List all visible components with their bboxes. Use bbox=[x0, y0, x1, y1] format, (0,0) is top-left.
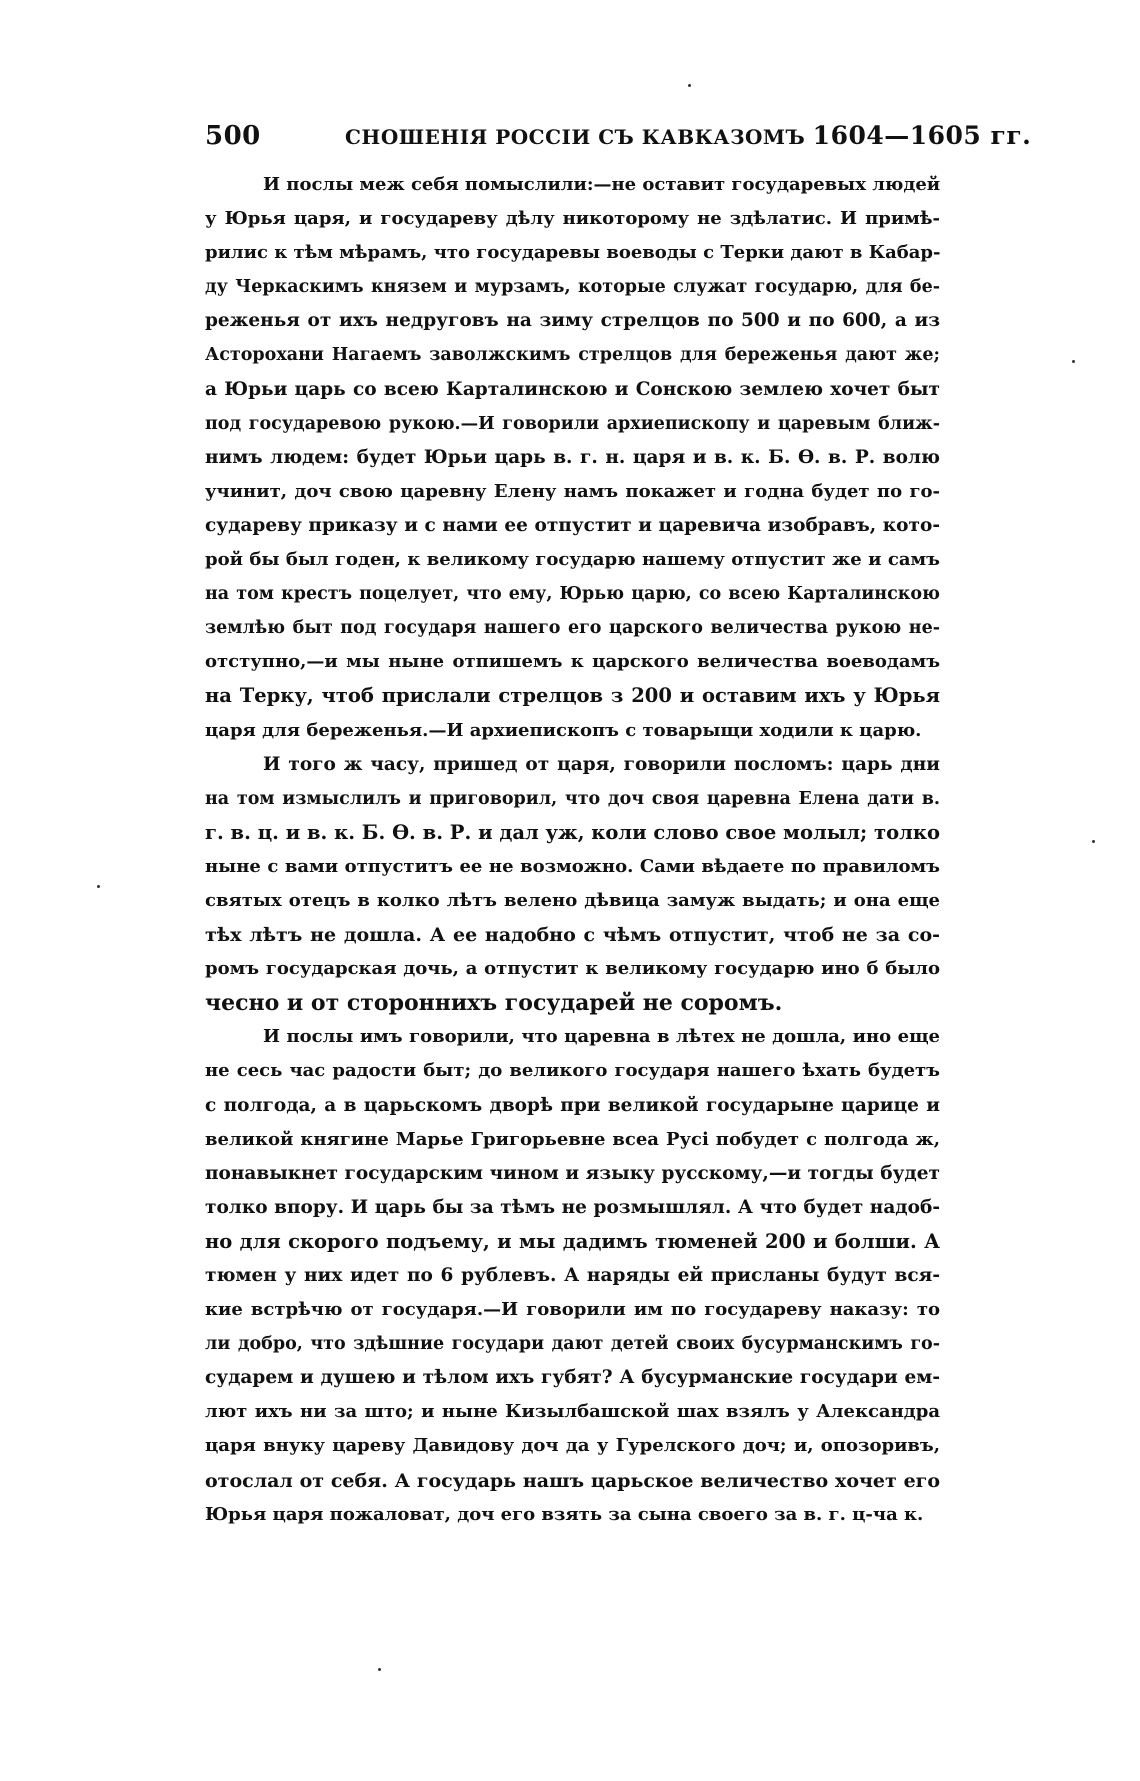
text-line: отступно,—и мы ныне отпишемъ к царского величества воеводамъ bbox=[205, 651, 940, 673]
body-text bbox=[205, 168, 940, 1532]
text-line: землѣю быт под государя нашего его царского величества рукою не- bbox=[205, 618, 940, 639]
text-line: у Юрья царя, и государеву дѣлу никоторому не здѣлатис. И примѣ- bbox=[205, 208, 940, 230]
text-line: а Юрьи царь со всею Карталинскою и Сонскою землею хочет быт bbox=[205, 378, 940, 400]
paragraph bbox=[205, 1020, 940, 1531]
text-line: г. в. ц. и в. к. Б. Ѳ. в. Р. и дал уж, коли слово свое молыл; толко bbox=[205, 820, 940, 844]
text-line: чесно и от стороннихъ государей не соромъ. bbox=[205, 990, 783, 1017]
text-line: понавыкнет государским чином и языку русскому,—и тогды будет bbox=[205, 1162, 940, 1184]
text-line: великой княгине Марье Григорьевне всеа Русі побудет с полгода ж, bbox=[205, 1128, 940, 1150]
running-head-dates: 1604—1605 гг. bbox=[812, 121, 1032, 150]
text-line: И послы имъ говорили, что царевна в лѣтех не дошла, ино еще bbox=[263, 1026, 940, 1048]
text-line: И послы меж себя помыслили:—не оставит государевых людей bbox=[263, 174, 940, 195]
paragraph bbox=[205, 168, 940, 748]
text-line: ду Черкаскимъ князем и мурзамъ, которые служат государю, для бе- bbox=[205, 277, 940, 298]
page-number: 500 bbox=[205, 121, 261, 151]
text-line: святых отецъ в колко лѣтъ велено дѣвица замуж выдать; и она еще bbox=[205, 889, 940, 911]
running-head-title bbox=[345, 118, 1031, 155]
text-line: учинит, доч свою царевну Елену намъ покажет и годна будет по го- bbox=[205, 480, 940, 502]
text-line: тюмен у них идет по 6 рублевъ. А наряды ей присланы будут вся- bbox=[205, 1265, 940, 1286]
text-line: отослал от себя. А государь нашъ царьское величество хочет его bbox=[205, 1469, 940, 1492]
text-line: с полгода, а в царьскомъ дворѣ при великой государыне царице и bbox=[205, 1094, 940, 1116]
running-head-title-text: СНОШЕНІЯ РОССІИ СЪ КАВКАЗОМЪ bbox=[345, 125, 806, 149]
text-line: на Терку, чтоб прислали стрелцов з 200 и оставим ихъ у Юрья bbox=[205, 684, 940, 708]
text-line: на том крестъ поцелует, что ему, Юрью царю, со всею Карталинскою bbox=[205, 584, 940, 605]
text-line: лют ихъ ни за што; и ныне Кизылбашской шах взялъ у Александра bbox=[205, 1401, 940, 1423]
print-speck bbox=[378, 1668, 381, 1671]
text-line: рой бы был годен, к великому государю нашему отпустит же и самъ bbox=[205, 549, 940, 571]
text-line: И того ж часу, пришед от царя, говорили посломъ: царь дни bbox=[263, 753, 940, 775]
text-line: сударем и душею и тѣлом ихъ губят? А бусурманские государи ем- bbox=[205, 1367, 940, 1389]
text-line: тѣх лѣтъ не дошла. А ее надобно с чѣмъ отпустит, чтоб не за со- bbox=[205, 924, 940, 947]
text-line: на том измыслилъ и приговорил, что доч своя царевна Елена дати в. bbox=[205, 788, 940, 809]
text-line: толко впору. И царь бы за тѣмъ не розмышлял. А что будет надоб- bbox=[205, 1196, 940, 1218]
text-line: царя внуку цареву Давидову доч да у Гурелского доч; и, опозоривъ, bbox=[205, 1435, 940, 1457]
running-head bbox=[205, 118, 1032, 154]
print-speck bbox=[97, 885, 100, 888]
text-line: Асторохани Нагаемъ заволжскимъ стрелцов для береженья дают же; bbox=[205, 345, 940, 366]
paragraph bbox=[205, 748, 940, 1021]
text-line: ли добро, что здѣшние государи дают детей своих бусурманскимъ го- bbox=[205, 1334, 940, 1355]
text-line: рилис к тѣм мѣрамъ, что государевы воеводы с Терки дают в Кабар- bbox=[205, 242, 940, 264]
text-line: но для скорого подъему, и мы дадимъ тюменей 200 и болши. А bbox=[205, 1229, 940, 1253]
text-line: под государевою рукою.—И говорили архиепископу и царевым ближ- bbox=[205, 413, 940, 434]
text-line: ныне с вами отпуститъ ее не возможно. Сами вѣдаете по правиломъ bbox=[205, 855, 940, 877]
text-line: не сесь час радости быт; до великого государя нашего ѣхать будетъ bbox=[205, 1060, 940, 1082]
print-speck bbox=[1092, 840, 1095, 843]
text-line: царя для береженья.—И архиепископъ с товарыщи ходили к царю. bbox=[205, 719, 922, 741]
text-line: кие встрѣчю от государя.—И говорили им по государеву наказу: то bbox=[205, 1299, 940, 1321]
text-line: судареву приказу и с нами ее отпустит и царевича изобравъ, кото- bbox=[205, 514, 940, 536]
text-line: нимъ людем: будет Юрьи царь в. г. н. царя и в. к. Б. Ѳ. в. Р. волю bbox=[205, 446, 940, 468]
print-speck bbox=[688, 84, 691, 87]
print-speck bbox=[1072, 360, 1075, 363]
text-line: Юрья царя пожаловат, доч его взять за сына своего за в. г. ц-ча к. bbox=[205, 1503, 924, 1525]
text-line: реженья от ихъ недруговъ на зиму стрелцов по 500 и по 600, а из bbox=[205, 310, 940, 332]
text-line: ромъ государская дочь, а отпустит к великому государю ино б было bbox=[205, 958, 940, 980]
